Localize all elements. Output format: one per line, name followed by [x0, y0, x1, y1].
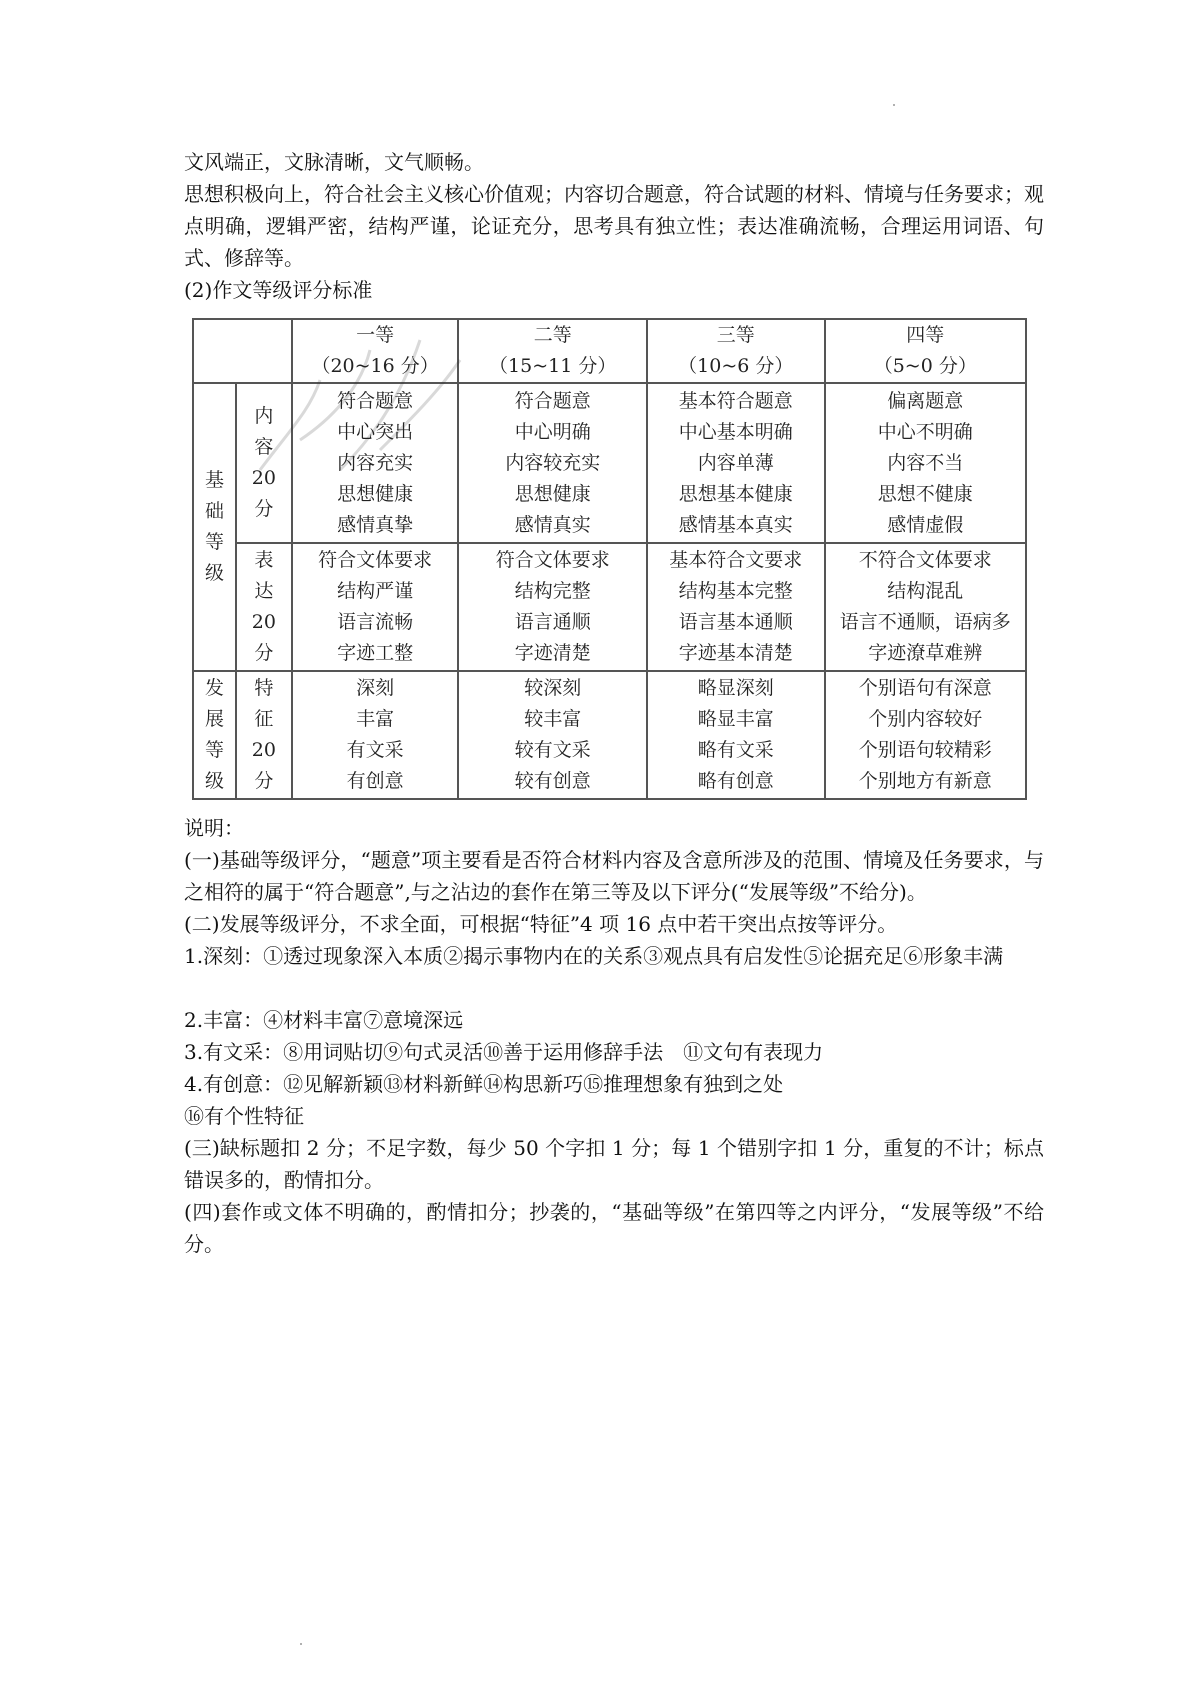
- expression-label: 表 达 20 分: [236, 543, 292, 671]
- expression-cell: 基本符合文要求 结构基本完整 语言基本通顺 字迹基本清楚: [647, 543, 825, 671]
- grade-header: 二等 （15~11 分）: [458, 319, 647, 383]
- expression-row: [193, 543, 1026, 671]
- note-1: (一)基础等级评分，“题意”项主要看是否符合材料内容及含意所涉及的范围、情境及任务要求，与之相符的属于“符合题意”,与之沾边的套作在第三等及以下评分(“发展等级”不给分)。: [184, 848, 1044, 904]
- features-cell: 深刻 丰富 有文采 有创意: [292, 671, 459, 799]
- features-cell: 较深刻 较丰富 较有文采 较有创意: [458, 671, 647, 799]
- note-3: (三)缺标题扣 2 分；不足字数，每少 50 个字扣 1 分；每 1 个错别字扣 1 分，重复的不计；标点错误多的，酌情扣分。: [184, 1136, 1044, 1192]
- content-cell: 基本符合题意 中心基本明确 内容单薄 思想基本健康 感情基本真实: [647, 383, 825, 543]
- grade-header: 四等 （5~0 分）: [825, 319, 1026, 383]
- development-level-label: 发 展 等 级: [193, 671, 236, 799]
- speck-mark: [893, 104, 895, 106]
- features-row: [193, 671, 1026, 799]
- content-cell: 偏离题意 中心不明确 内容不当 思想不健康 感情虚假: [825, 383, 1026, 543]
- grading-table: [192, 318, 1027, 800]
- detail-5: ⑯有个性特征: [184, 1104, 304, 1128]
- content-row: [193, 383, 1026, 543]
- note-2: (二)发展等级评分，不求全面，可根据“特征”4 项 16 点中若干突出点按等评分。: [184, 912, 898, 936]
- features-cell: 个别语句有深意 个别内容较好 个别语句较精彩 个别地方有新意: [825, 671, 1026, 799]
- notes-title: 说明：: [184, 816, 244, 840]
- detail-2: 2.丰富：④材料丰富⑦意境深远: [184, 1008, 464, 1032]
- expression-cell: 符合文体要求 结构严谨 语言流畅 字迹工整: [292, 543, 459, 671]
- grade-header: 一等 （20~16 分）: [292, 319, 459, 383]
- grade-header-row: [193, 319, 1026, 383]
- expression-cell: 符合文体要求 结构完整 语言通顺 字迹清楚: [458, 543, 647, 671]
- table-subtitle: (2)作文等级评分标准: [184, 278, 373, 302]
- expression-cell: 不符合文体要求 结构混乱 语言不通顺，语病多 字迹潦草难辨: [825, 543, 1026, 671]
- detail-4: 4.有创意：⑫见解新颖⑬材料新鲜⑭构思新巧⑮推理想象有独到之处: [184, 1072, 784, 1096]
- corner-cell: [193, 319, 292, 383]
- intro-paragraph: 思想积极向上，符合社会主义核心价值观；内容切合题意，符合试题的材料、情境与任务要求；观点明确，逻辑严密，结构严谨，论证充分，思考具有独立性；表达准确流畅，合理运用词语、句式、修辞等。: [184, 182, 1044, 270]
- detail-3: 3.有文采：⑧用词贴切⑨句式灵活⑩善于运用修辞手法 ⑪文句有表现力: [184, 1040, 824, 1064]
- features-label: 特 征 20 分: [236, 671, 292, 799]
- grade-header: 三等 （10~6 分）: [647, 319, 825, 383]
- content-label: 内 容 20 分: [236, 383, 292, 543]
- content-cell: 符合题意 中心突出 内容充实 思想健康 感情真挚: [292, 383, 459, 543]
- basic-level-label: 基 础 等 级: [193, 383, 236, 671]
- detail-1: 1.深刻：①透过现象深入本质②揭示事物内在的关系③观点具有启发性⑤论据充足⑥形象丰满: [184, 944, 1004, 968]
- note-4: (四)套作或文体不明确的，酌情扣分；抄袭的，“基础等级”在第四等之内评分，“发展等级”不给分。: [184, 1200, 1044, 1256]
- intro-line: 文风端正，文脉清晰，文气顺畅。: [184, 150, 484, 174]
- speck-mark: [300, 1643, 302, 1645]
- features-cell: 略显深刻 略显丰富 略有文采 略有创意: [647, 671, 825, 799]
- content-cell: 符合题意 中心明确 内容较充实 思想健康 感情真实: [458, 383, 647, 543]
